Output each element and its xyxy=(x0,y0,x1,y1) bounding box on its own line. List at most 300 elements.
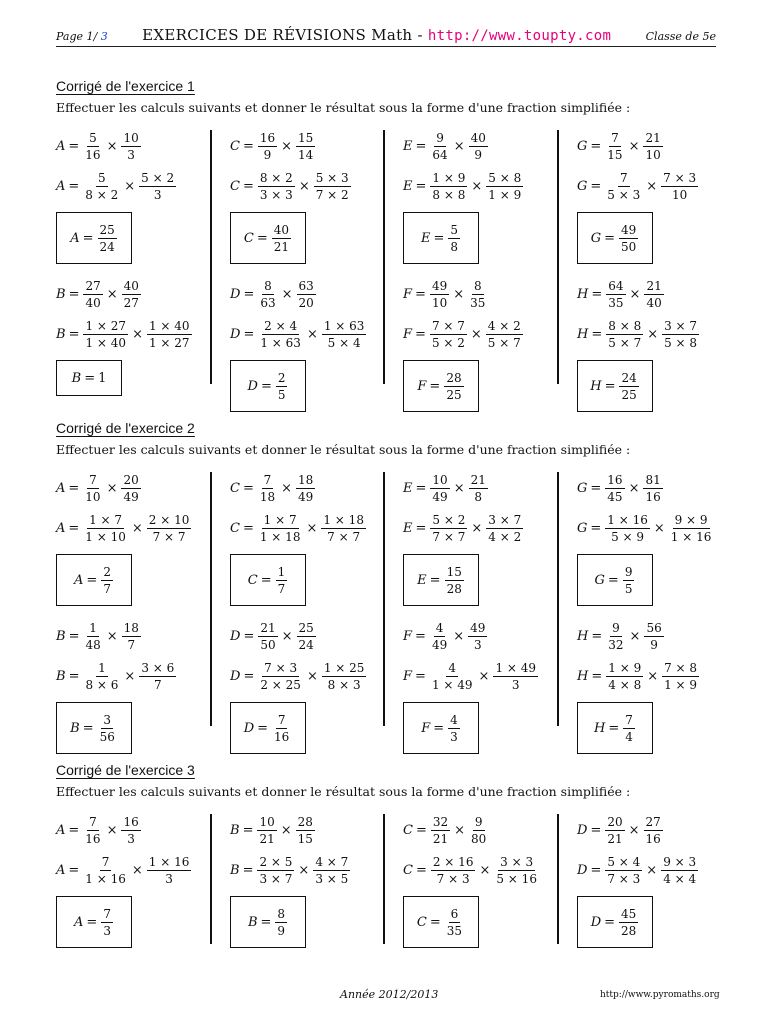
fraction-numerator: 10 xyxy=(123,130,139,145)
expression-line xyxy=(230,468,390,508)
variable-c: C xyxy=(403,862,413,878)
result-box xyxy=(56,702,132,754)
fraction-numerator: 40 xyxy=(123,278,139,293)
result xyxy=(590,371,640,402)
fraction xyxy=(121,131,140,162)
fraction-denominator: 4 × 8 xyxy=(608,677,642,692)
fraction-numerator: 21 xyxy=(260,620,276,635)
equals-sign: = xyxy=(82,720,94,736)
fraction xyxy=(258,621,277,652)
fraction-denominator: 49 xyxy=(123,489,139,504)
result xyxy=(595,565,636,596)
result-box xyxy=(577,702,653,754)
result-fraction-numerator: 45 xyxy=(621,906,637,921)
fraction-denominator: 1 × 40 xyxy=(85,335,127,350)
fraction xyxy=(430,661,475,692)
variable-b: B xyxy=(71,370,82,386)
result-box xyxy=(403,360,479,412)
equals-sign: = xyxy=(257,720,269,736)
fraction xyxy=(662,319,699,350)
result xyxy=(591,223,640,254)
fraction xyxy=(430,279,449,310)
equals-sign: = xyxy=(242,822,254,838)
calc-b xyxy=(230,810,390,954)
times-sign: × xyxy=(280,822,292,838)
equals-sign: = xyxy=(243,326,255,342)
simplification-line xyxy=(230,508,390,548)
fraction xyxy=(147,319,192,350)
page-header xyxy=(56,26,716,44)
fraction-numerator: 1 × 27 xyxy=(85,318,127,333)
fraction-numerator: 1 × 18 xyxy=(323,512,364,527)
times-sign: × xyxy=(106,822,118,838)
result xyxy=(74,907,114,938)
equals-sign: = xyxy=(415,480,427,496)
variable-c: C xyxy=(403,822,413,838)
variable-g: G xyxy=(577,138,588,154)
fraction-numerator: 1 × 9 xyxy=(608,660,642,675)
fraction-numerator: 2 × 16 xyxy=(432,854,474,869)
fraction xyxy=(430,171,467,202)
fraction-numerator: 8 × 2 xyxy=(259,170,293,185)
fraction xyxy=(430,513,467,544)
times-sign: × xyxy=(131,520,143,536)
result-fraction-denominator: 25 xyxy=(621,387,637,402)
variable-a: A xyxy=(56,178,66,194)
equals-sign: = xyxy=(68,862,80,878)
result xyxy=(244,223,292,254)
result-fraction-denominator: 24 xyxy=(99,239,115,254)
result-box xyxy=(56,212,132,264)
header-rule xyxy=(56,46,716,47)
fraction xyxy=(430,319,467,350)
fraction-numerator: 21 xyxy=(646,278,662,293)
equals-sign: = xyxy=(590,520,602,536)
times-sign: × xyxy=(298,178,310,194)
equals-sign: = xyxy=(604,230,615,246)
calc-d xyxy=(230,274,390,418)
fraction-numerator: 1 × 7 xyxy=(89,512,123,527)
simplification-line xyxy=(403,166,563,206)
result-fraction-numerator: 24 xyxy=(621,370,637,385)
result-fraction-denominator: 28 xyxy=(446,581,462,596)
result-fraction xyxy=(623,565,635,596)
fraction-numerator: 9 xyxy=(612,620,620,635)
calc-column xyxy=(403,810,563,958)
fraction-numerator: 3 × 7 xyxy=(488,512,522,527)
fraction-denominator: 16 xyxy=(85,147,101,162)
result-box xyxy=(577,212,653,264)
fraction-denominator: 7 × 2 xyxy=(315,187,349,202)
result-fraction xyxy=(619,223,638,254)
fraction xyxy=(83,855,128,886)
fraction-denominator: 45 xyxy=(607,489,623,504)
fraction-numerator: 32 xyxy=(432,814,449,829)
result-fraction xyxy=(445,907,464,938)
result xyxy=(244,713,293,744)
fraction xyxy=(661,171,698,202)
variable-g: G xyxy=(577,178,588,194)
variable-c: C xyxy=(416,914,427,930)
fraction xyxy=(257,855,294,886)
fraction-denominator: 3 xyxy=(165,871,173,886)
fraction-denominator: 5 × 9 xyxy=(611,529,645,544)
calc-column xyxy=(577,468,737,764)
fraction-denominator: 7 xyxy=(127,637,136,652)
times-sign: × xyxy=(281,628,293,644)
equals-sign: = xyxy=(68,178,80,194)
equals-sign: = xyxy=(68,822,80,838)
variable-f: F xyxy=(403,326,413,342)
fraction xyxy=(296,815,315,846)
fraction-numerator: 1 × 16 xyxy=(607,512,648,527)
fraction xyxy=(662,661,699,692)
fraction xyxy=(605,855,642,886)
times-sign: × xyxy=(471,520,483,536)
times-sign: × xyxy=(124,178,136,194)
page-total-link[interactable]: 3 xyxy=(100,30,108,43)
variable-d: D xyxy=(590,914,602,930)
variable-b: B xyxy=(56,326,66,342)
fraction-denominator: 10 xyxy=(671,187,688,202)
fraction-denominator: 5 × 7 xyxy=(487,335,521,350)
result-fraction xyxy=(98,223,117,254)
times-sign: × xyxy=(646,862,658,878)
fraction-numerator: 2 × 5 xyxy=(259,854,293,869)
fraction xyxy=(121,815,140,846)
footer-year: Année 2012/2013 xyxy=(340,988,439,1001)
header-link[interactable]: http://www.toupty.com xyxy=(427,28,612,44)
variable-f: F xyxy=(417,378,427,394)
fraction xyxy=(83,131,102,162)
fraction xyxy=(83,319,128,350)
result-box xyxy=(577,554,653,606)
result-fraction-denominator: 5 xyxy=(277,387,286,402)
fraction xyxy=(314,171,351,202)
fraction xyxy=(313,855,350,886)
fraction-numerator: 10 xyxy=(432,472,448,487)
variable-d: D xyxy=(577,822,588,838)
fraction-denominator: 24 xyxy=(298,637,314,652)
fraction-numerator: 9 × 3 xyxy=(663,854,697,869)
variable-c: C xyxy=(247,572,258,588)
result-fraction-denominator: 7 xyxy=(103,581,111,596)
fraction-denominator: 1 × 16 xyxy=(670,529,712,544)
fraction-numerator: 8 xyxy=(473,278,482,293)
calc-b xyxy=(56,274,216,402)
variable-b: B xyxy=(230,822,240,838)
exercise-title: Corrigé de l'exercice 2 xyxy=(56,420,195,436)
fraction xyxy=(431,815,450,846)
fraction xyxy=(606,621,625,652)
equals-sign: = xyxy=(415,668,426,684)
variable-d: D xyxy=(230,286,241,302)
variable-f: F xyxy=(403,668,413,684)
times-sign: × xyxy=(132,326,143,342)
times-sign: × xyxy=(106,480,118,496)
expression-line xyxy=(230,616,390,656)
equals-sign: = xyxy=(591,326,603,342)
times-sign: × xyxy=(281,286,293,302)
variable-e: E xyxy=(403,138,413,154)
fraction-denominator: 4 × 4 xyxy=(663,871,697,886)
fraction-numerator: 56 xyxy=(646,620,662,635)
expression-line xyxy=(230,274,390,314)
fraction xyxy=(644,279,663,310)
expression-line xyxy=(56,810,216,850)
result-fraction-denominator: 8 xyxy=(450,239,459,254)
simplification-line xyxy=(230,850,390,890)
fraction xyxy=(430,473,449,504)
fraction xyxy=(606,319,643,350)
result-fraction-numerator: 7 xyxy=(625,712,633,727)
equals-sign: = xyxy=(243,668,255,684)
fraction xyxy=(258,473,277,504)
fraction-numerator: 7 xyxy=(611,130,619,145)
result-box xyxy=(577,896,653,948)
times-sign: × xyxy=(629,628,641,644)
fraction-denominator: 48 xyxy=(85,637,101,652)
equals-sign: = xyxy=(415,138,427,154)
result-fraction xyxy=(623,713,635,744)
expression-line xyxy=(577,468,737,508)
result-fraction-denominator: 9 xyxy=(277,923,286,938)
fraction-denominator: 3 × 3 xyxy=(259,187,293,202)
fraction-denominator: 1 × 9 xyxy=(488,187,522,202)
fraction-denominator: 5 × 7 xyxy=(608,335,642,350)
variable-c: C xyxy=(243,230,254,246)
fraction-numerator: 4 × 2 xyxy=(487,318,521,333)
variable-a: A xyxy=(74,914,84,930)
fraction-denominator: 7 × 7 xyxy=(152,529,186,544)
fraction-denominator: 3 xyxy=(127,147,135,162)
fraction xyxy=(83,513,128,544)
fraction xyxy=(296,131,315,162)
times-sign: × xyxy=(306,326,318,342)
fraction-numerator: 2 × 10 xyxy=(148,512,190,527)
times-sign: × xyxy=(453,138,465,154)
result-box xyxy=(403,212,479,264)
result-box xyxy=(230,702,306,754)
variable-a: A xyxy=(56,520,66,536)
fraction-denominator: 3 xyxy=(473,637,482,652)
fraction xyxy=(122,621,141,652)
result-fraction xyxy=(272,713,291,744)
equals-sign: = xyxy=(590,480,602,496)
times-sign: × xyxy=(306,668,318,684)
result-fraction-numerator: 8 xyxy=(277,906,286,921)
fraction-denominator: 10 xyxy=(431,295,448,310)
fraction-denominator: 8 × 8 xyxy=(432,187,466,202)
result-fraction-denominator: 3 xyxy=(450,729,458,744)
fraction-numerator: 18 xyxy=(123,620,139,635)
fraction-denominator: 5 × 3 xyxy=(607,187,641,202)
fraction-numerator: 5 × 8 xyxy=(488,170,522,185)
fraction-numerator: 1 × 63 xyxy=(323,318,365,333)
fraction-denominator: 5 × 8 xyxy=(664,335,698,350)
fraction-numerator: 1 × 25 xyxy=(323,660,365,675)
fraction-denominator: 15 xyxy=(607,147,623,162)
times-sign: × xyxy=(479,862,491,878)
result-fraction-numerator: 2 xyxy=(277,370,286,385)
fraction-denominator: 3 xyxy=(511,677,520,692)
equals-sign: = xyxy=(590,862,602,878)
simplification-line xyxy=(56,850,216,890)
variable-f: F xyxy=(421,720,431,736)
fraction-numerator: 9 xyxy=(474,814,483,829)
result-fraction-denominator: 4 xyxy=(625,729,633,744)
fraction-numerator: 20 xyxy=(607,814,623,829)
page-number xyxy=(56,30,108,43)
fraction xyxy=(321,513,366,544)
variable-d: D xyxy=(230,628,241,644)
variable-f: F xyxy=(403,286,413,302)
equals-sign: = xyxy=(68,286,80,302)
fraction xyxy=(296,473,315,504)
fraction-denominator: 40 xyxy=(646,295,662,310)
fraction xyxy=(83,171,120,202)
result-fraction-numerator: 40 xyxy=(273,222,290,237)
fraction-denominator: 18 xyxy=(259,489,276,504)
fraction-numerator: 7 × 7 xyxy=(431,318,465,333)
fraction-denominator: 49 xyxy=(432,489,448,504)
fraction xyxy=(297,279,316,310)
result-fraction-numerator: 4 xyxy=(450,712,458,727)
expression-line xyxy=(577,274,737,314)
fraction-denominator: 3 × 7 xyxy=(259,871,293,886)
fraction-denominator: 63 xyxy=(260,295,276,310)
fraction-numerator: 10 xyxy=(259,814,275,829)
equals-sign: = xyxy=(242,862,254,878)
fraction-numerator: 5 × 2 xyxy=(141,170,175,185)
fraction xyxy=(139,171,176,202)
fraction-denominator: 5 × 16 xyxy=(496,871,537,886)
fraction xyxy=(669,513,714,544)
fraction-denominator: 21 xyxy=(432,831,449,846)
fraction-denominator: 49 xyxy=(298,489,314,504)
fraction-numerator: 1 × 16 xyxy=(148,854,190,869)
fraction-denominator: 1 × 27 xyxy=(148,335,190,350)
result xyxy=(70,223,118,254)
footer-url[interactable]: http://www.pyromaths.org xyxy=(600,990,720,1000)
fraction-numerator: 5 xyxy=(97,170,106,185)
equals-sign: = xyxy=(84,370,96,386)
equals-sign: = xyxy=(68,520,80,536)
result xyxy=(248,907,288,938)
fraction-numerator: 21 xyxy=(645,130,661,145)
equals-sign: = xyxy=(604,914,616,930)
variable-d: D xyxy=(577,862,588,878)
variable-c: C xyxy=(230,520,240,536)
fraction xyxy=(83,279,102,310)
equals-sign: = xyxy=(86,572,98,588)
fraction-numerator: 63 xyxy=(298,278,314,293)
calc-a xyxy=(56,468,216,612)
fraction xyxy=(605,473,624,504)
fraction-numerator: 9 xyxy=(436,130,444,145)
simplification-line xyxy=(403,656,563,696)
fraction-denominator: 8 × 2 xyxy=(85,187,119,202)
result-fraction-denominator: 25 xyxy=(446,387,462,402)
result-fraction xyxy=(276,565,288,596)
result-fraction-numerator: 7 xyxy=(277,712,286,727)
variable-e: E xyxy=(417,572,427,588)
variable-h: H xyxy=(577,286,589,302)
calc-c xyxy=(403,810,563,954)
fraction-denominator: 4 × 2 xyxy=(488,529,522,544)
expression-line xyxy=(403,274,563,314)
variable-d: D xyxy=(230,668,241,684)
equals-sign: = xyxy=(604,378,616,394)
result xyxy=(74,565,114,596)
equals-sign: = xyxy=(429,378,441,394)
fraction xyxy=(322,661,367,692)
variable-a: A xyxy=(74,572,84,588)
result-fraction-numerator: 9 xyxy=(624,564,633,579)
result-fraction xyxy=(275,907,287,938)
fraction-numerator: 7 xyxy=(101,854,110,869)
fraction-denominator: 16 xyxy=(85,831,101,846)
fraction-denominator: 3 xyxy=(127,831,135,846)
variable-b: B xyxy=(230,862,240,878)
expression-line xyxy=(56,468,216,508)
fraction-numerator: 27 xyxy=(645,814,661,829)
expression-line xyxy=(230,126,390,166)
variable-a: A xyxy=(56,480,66,496)
result-fraction xyxy=(444,371,463,402)
fraction xyxy=(83,661,120,692)
simplification-line xyxy=(403,314,563,354)
calc-column xyxy=(230,468,390,764)
result-fraction xyxy=(448,223,460,254)
variable-h: H xyxy=(590,378,602,394)
result-box xyxy=(403,896,479,948)
fraction-numerator: 7 × 3 xyxy=(264,660,298,675)
calc-f xyxy=(403,274,563,418)
calc-c xyxy=(230,126,390,270)
expression-line xyxy=(403,126,563,166)
simplification-line xyxy=(577,850,737,890)
fraction-denominator: 32 xyxy=(608,637,624,652)
fraction-numerator: 25 xyxy=(298,620,314,635)
calc-column xyxy=(230,810,390,958)
fraction-denominator: 49 xyxy=(431,637,448,652)
result-box xyxy=(403,554,479,606)
fraction-numerator: 1 × 7 xyxy=(263,512,297,527)
fraction xyxy=(83,815,102,846)
fraction-numerator: 1 × 49 xyxy=(495,660,537,675)
result-box xyxy=(56,896,132,948)
fraction-numerator: 5 × 2 xyxy=(432,512,466,527)
result-fraction-denominator: 50 xyxy=(621,239,637,254)
result-fraction xyxy=(448,713,460,744)
variable-c: C xyxy=(230,480,240,496)
times-sign: × xyxy=(106,138,118,154)
expression-line xyxy=(577,810,737,850)
fraction xyxy=(486,513,523,544)
result-box xyxy=(577,360,653,412)
calc-c xyxy=(230,468,390,612)
variable-b: B xyxy=(70,720,80,736)
fraction xyxy=(83,473,102,504)
fraction-numerator: 49 xyxy=(470,620,486,635)
fraction-denominator: 64 xyxy=(432,147,448,162)
equals-sign: = xyxy=(429,572,441,588)
variable-a: A xyxy=(56,822,66,838)
simplification-line xyxy=(230,656,390,696)
result xyxy=(594,713,636,744)
fraction xyxy=(121,473,140,504)
